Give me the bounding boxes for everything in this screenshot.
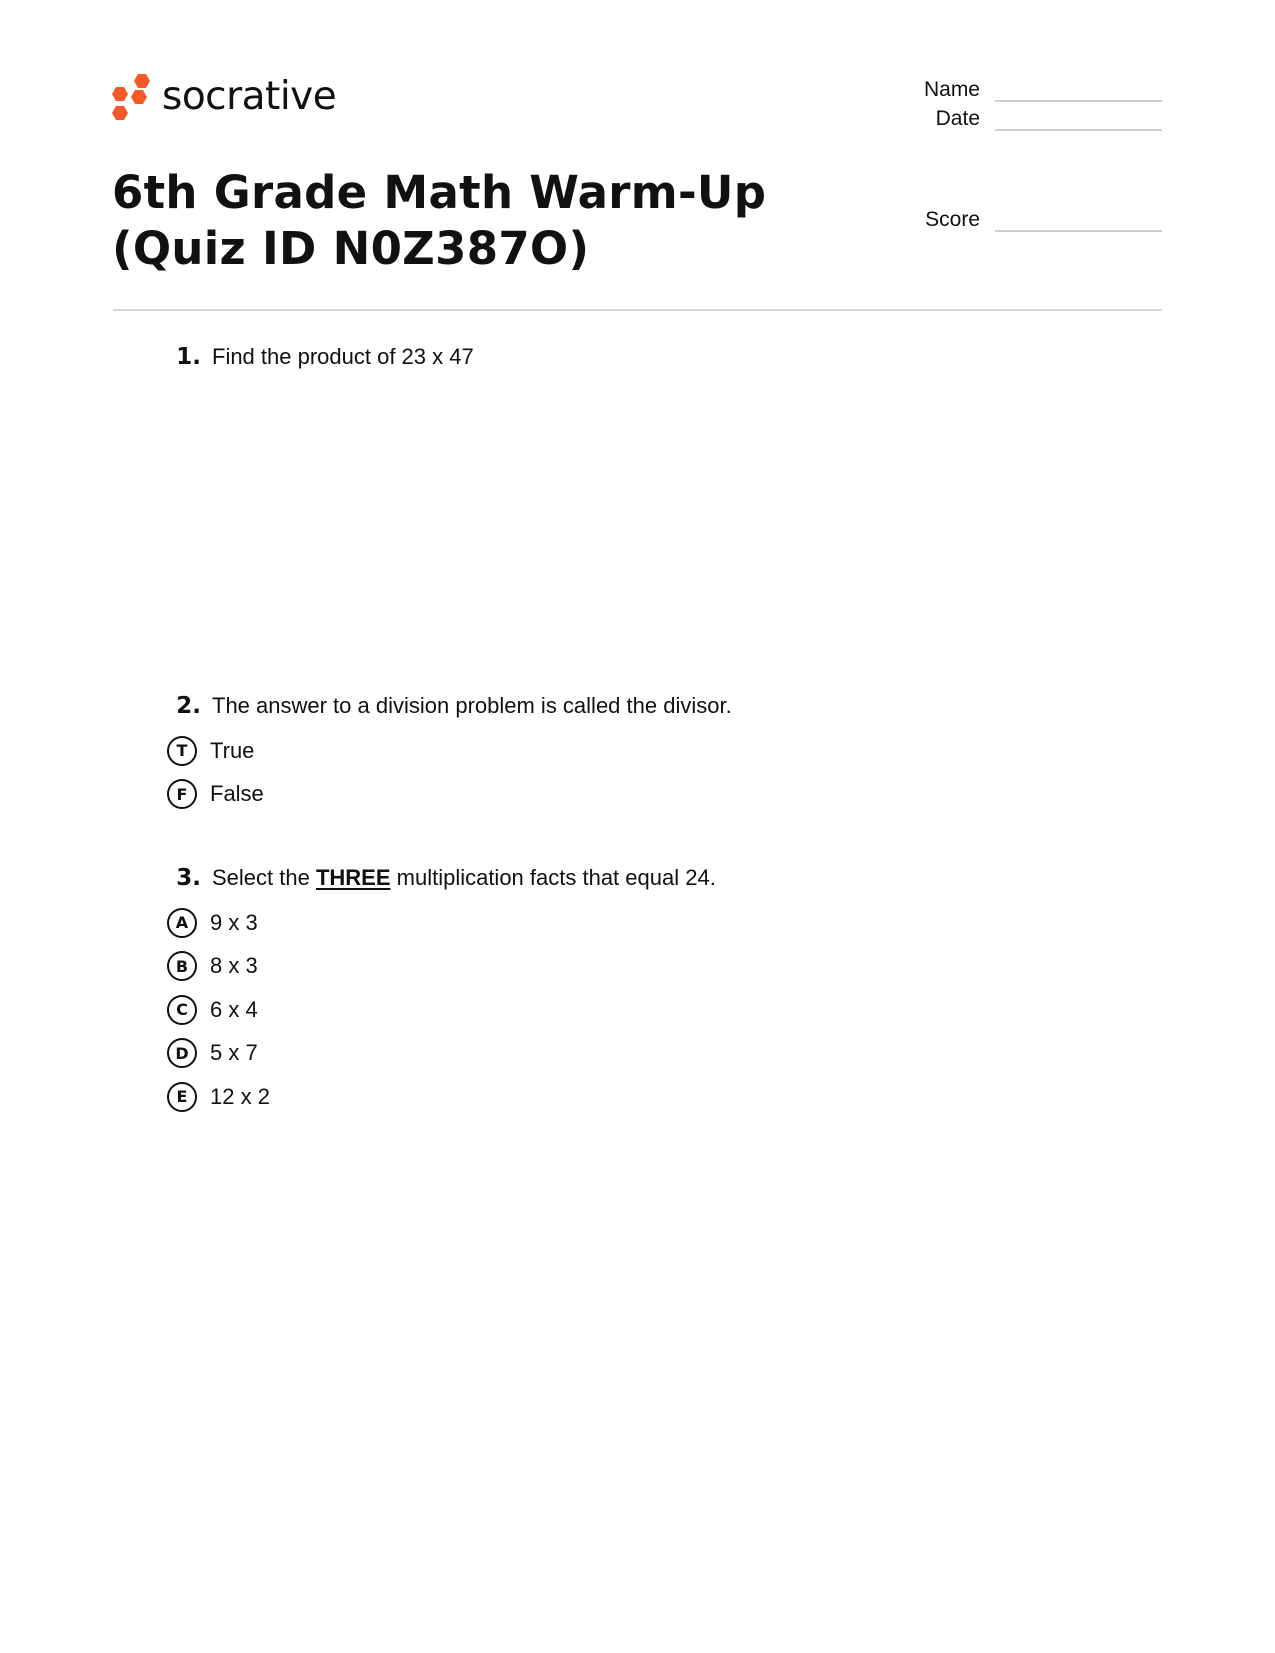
date-field[interactable] (902, 101, 1162, 131)
question-number: 2. (176, 693, 201, 719)
question-prompt (167, 865, 1167, 901)
question-2 (167, 693, 1167, 816)
option-label: 5 x 7 (210, 1040, 258, 1066)
answer-bubble-t[interactable]: T (167, 736, 197, 766)
option-e[interactable] (167, 1075, 1167, 1119)
option-b[interactable] (167, 945, 1167, 989)
question-number: 1. (176, 344, 201, 370)
option-label: 9 x 3 (210, 909, 258, 935)
score-label: Score (925, 208, 980, 231)
answer-bubble-f[interactable]: F (167, 779, 197, 809)
option-true[interactable] (167, 729, 1167, 773)
date-input-line[interactable] (995, 129, 1162, 131)
question-prompt (167, 344, 1167, 380)
answer-bubble-e[interactable]: E (167, 1082, 197, 1112)
answer-bubble-b[interactable]: B (167, 951, 197, 981)
option-false[interactable] (167, 773, 1167, 817)
question-1 (167, 344, 1167, 380)
answer-bubble-a[interactable]: A (167, 908, 197, 938)
brand-name: socrative (162, 73, 337, 119)
question-text: The answer to a division problem is called the divisor. (212, 693, 732, 718)
option-label: False (210, 781, 264, 807)
question-text-emphasis: THREE (315, 865, 391, 890)
hexagon-cluster-logo-icon (112, 72, 150, 124)
option-label: 6 x 4 (210, 996, 258, 1022)
question-text (212, 865, 716, 891)
name-field[interactable] (902, 72, 1162, 102)
question-number: 3. (176, 865, 201, 891)
name-label: Name (923, 78, 980, 101)
option-label: True (210, 737, 255, 763)
answer-bubble-c[interactable]: C (167, 995, 197, 1025)
score-field[interactable] (902, 202, 1162, 232)
option-d[interactable] (167, 1032, 1167, 1076)
option-label: 12 x 2 (210, 1083, 270, 1109)
question-3 (167, 865, 1167, 1119)
question-text-before: Select the (212, 865, 316, 890)
date-label: Date (935, 107, 980, 130)
score-input-line[interactable] (995, 230, 1162, 232)
question-text-after: multiplication facts that equal 24. (390, 865, 716, 890)
option-label: 8 x 3 (210, 953, 258, 979)
socrative-logo (112, 72, 336, 124)
header-divider (113, 309, 1162, 311)
question-text: Find the product of 23 x 47 (212, 344, 474, 369)
quiz-title: 6th Grade Math Warm-Up (Quiz ID N0Z387O) (112, 166, 767, 275)
option-c[interactable] (167, 988, 1167, 1032)
option-a[interactable] (167, 901, 1167, 945)
question-prompt (167, 693, 1167, 729)
answer-bubble-d[interactable]: D (167, 1038, 197, 1068)
